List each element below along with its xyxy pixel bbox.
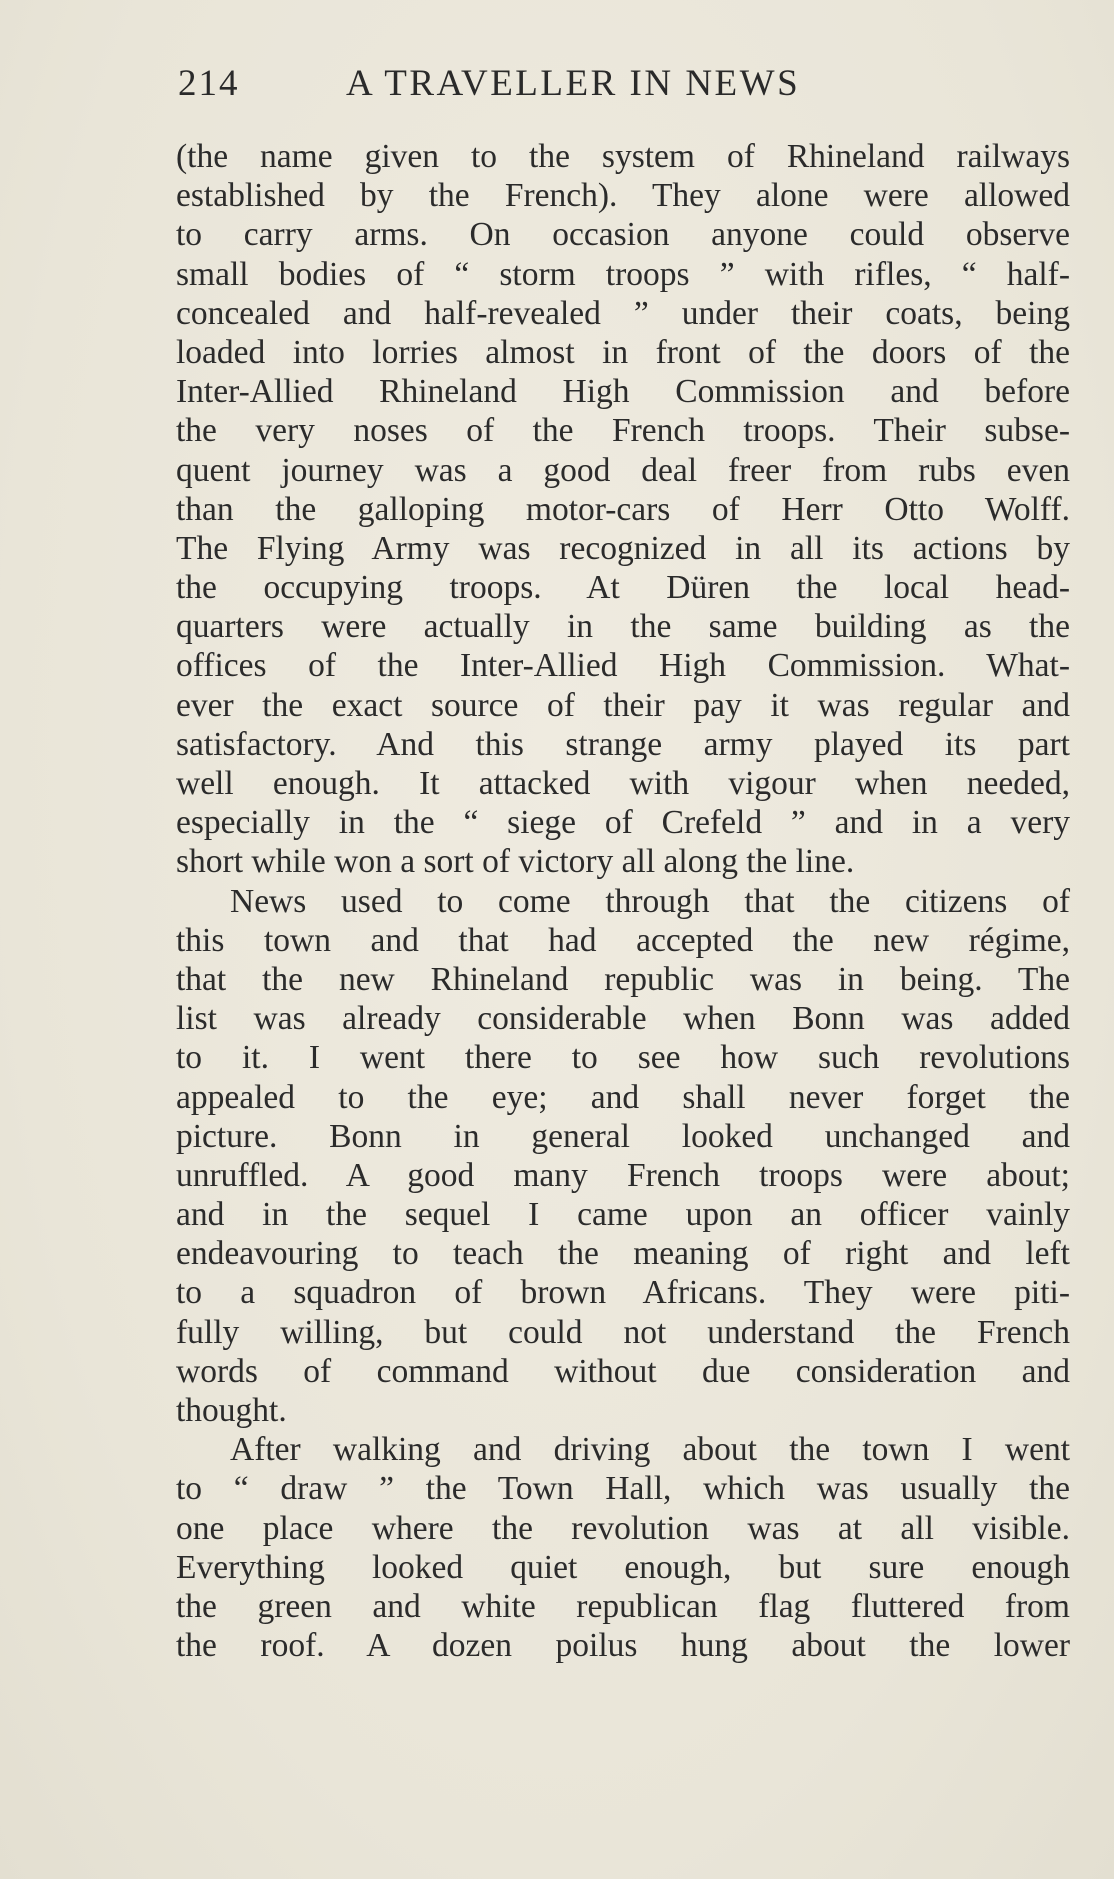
paragraph-start-line: News used to come through that the citizens of <box>230 882 1070 920</box>
text-line: satisfactory. And this strange army played its part <box>176 725 1070 763</box>
text-line: this town and that had accepted the new régime, <box>176 921 1070 959</box>
text-line: offices of the Inter-Allied High Commission. What- <box>176 647 1070 685</box>
text-line: than the galloping motor-cars of Herr Otto Wolff. <box>176 490 1070 528</box>
text-line: the very noses of the French troops. Their subse- <box>176 412 1070 450</box>
page-number: 214 <box>178 63 240 104</box>
text-line: the occupying troops. At Düren the local head- <box>176 569 1070 607</box>
text-line: (the name given to the system of Rhineland railways <box>176 138 1070 175</box>
text-line: appealed to the eye; and shall never forget the <box>176 1078 1070 1116</box>
text-line: concealed and half-revealed ” under their coats, being <box>176 294 1070 332</box>
text-line: thought. <box>176 1392 287 1429</box>
text-line: loaded into lorries almost in front of the doors of the <box>176 333 1070 371</box>
text-line: Inter-Allied Rhineland High Commission and before <box>176 373 1070 411</box>
text-line: quarters were actually in the same building as the <box>176 608 1070 646</box>
text-line: the green and white republican flag fluttered from <box>176 1587 1070 1625</box>
text-line: to carry arms. On occasion anyone could observe <box>176 216 1070 254</box>
text-line: words of command without due consideration and <box>176 1352 1070 1390</box>
text-line: to it. I went there to see how such revolutions <box>176 1039 1070 1077</box>
text-line: that the new Rhineland republic was in being. The <box>176 960 1070 998</box>
running-head <box>178 62 930 112</box>
text-line: one place where the revolution was at all visible. <box>176 1509 1070 1547</box>
text-line: established by the French). They alone were allowed <box>176 177 1070 215</box>
text-line: quent journey was a good deal freer from rubs even <box>176 451 1070 489</box>
text-line: ever the exact source of their pay it was regular and <box>176 686 1070 724</box>
text-line: short while won a sort of victory all along the line. <box>176 843 855 881</box>
text-line: unruffled. A good many French troops were about; <box>176 1156 1070 1194</box>
text-line: the roof. A dozen poilus hung about the lower <box>176 1627 1070 1665</box>
text-line: picture. Bonn in general looked unchanged and <box>176 1117 1070 1155</box>
text-line: especially in the “ siege of Crefeld ” and in a very <box>176 804 1070 842</box>
text-line: to a squadron of brown Africans. They were piti- <box>176 1274 1070 1312</box>
text-line: list was already considerable when Bonn was added <box>176 1000 1070 1038</box>
paragraph-start-line: After walking and driving about the town I went <box>230 1431 1070 1469</box>
text-line: Everything looked quiet enough, but sure enough <box>176 1548 1070 1586</box>
body-text <box>176 137 1070 1665</box>
text-line: The Flying Army was recognized in all its actions by <box>176 529 1070 567</box>
text-line: endeavouring to teach the meaning of right and left <box>176 1235 1070 1273</box>
running-title: A TRAVELLER IN NEWS <box>346 63 801 104</box>
text-line: well enough. It attacked with vigour when needed, <box>176 765 1070 802</box>
text-line: and in the sequel I came upon an officer vainly <box>176 1196 1070 1234</box>
text-line: fully willing, but could not understand the French <box>176 1313 1070 1351</box>
text-line: to “ draw ” the Town Hall, which was usually the <box>176 1470 1070 1508</box>
text-line: small bodies of “ storm troops ” with rifles, “ half- <box>176 255 1070 293</box>
